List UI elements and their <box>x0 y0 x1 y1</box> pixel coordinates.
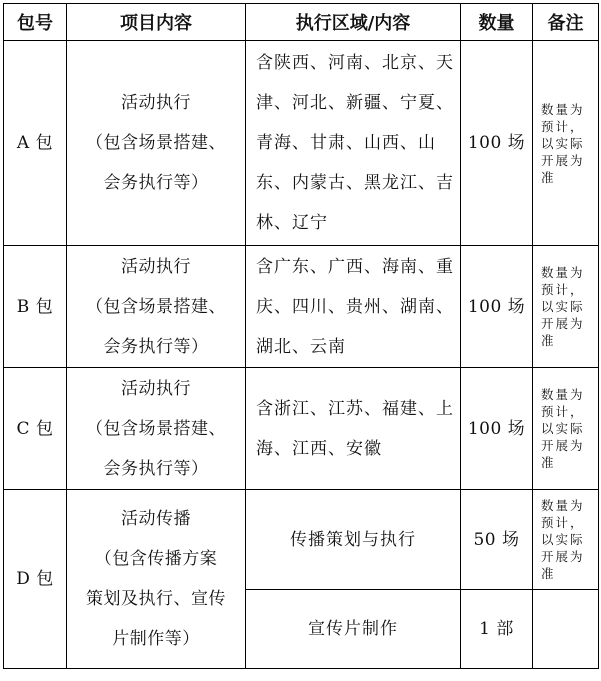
note-cell: 数量为预计，以实际开展为准 <box>533 490 599 590</box>
region-cell: 含广东、广西、海南、重庆、四川、贵州、湖南、湖北、云南 <box>246 246 461 368</box>
package-table <box>3 3 599 669</box>
header-region: 执行区域/内容 <box>246 4 461 41</box>
note-cell: 数量为预计，以实际开展为准 <box>533 246 599 368</box>
note-cell: 数量为预计，以实际开展为准 <box>533 368 599 490</box>
pkg-cell: C 包 <box>4 368 67 490</box>
pkg-cell: A 包 <box>4 41 67 246</box>
project-cell <box>67 41 246 246</box>
project-line: 片制作等） <box>112 629 200 649</box>
project-line: （包含传播方案 <box>94 549 218 569</box>
qty-cell: 100 场 <box>461 246 533 368</box>
pkg-cell: D 包 <box>4 490 67 669</box>
project-line: 策划及执行、宣传 <box>86 589 226 609</box>
project-line: 活动执行 <box>121 256 191 277</box>
project-cell <box>67 490 246 669</box>
qty-cell: 50 场 <box>461 490 533 590</box>
pkg-cell: B 包 <box>4 246 67 368</box>
project-line: （包含场景搭建、 <box>86 296 226 317</box>
project-cell <box>67 368 246 490</box>
qty-cell: 100 场 <box>461 368 533 490</box>
project-line: 会务执行等） <box>103 173 209 193</box>
note-cell: 数量为预计，以实际开展为准 <box>533 41 599 246</box>
table-row <box>4 41 599 246</box>
table-row <box>4 490 599 590</box>
project-cell <box>67 246 246 368</box>
project-line: 会务执行等） <box>103 458 209 479</box>
project-line: 活动执行 <box>121 93 191 113</box>
qty-cell: 100 场 <box>461 41 533 246</box>
header-note: 备注 <box>533 4 599 41</box>
project-line: 会务执行等） <box>103 336 209 357</box>
note-cell <box>533 590 599 669</box>
table-row <box>4 368 599 490</box>
header-pkg: 包号 <box>4 4 67 41</box>
table-row <box>4 246 599 368</box>
region-cell: 含浙江、江苏、福建、上海、江西、安徽 <box>246 368 461 490</box>
header-row <box>4 4 599 41</box>
project-line: （包含场景搭建、 <box>86 418 226 439</box>
region-cell: 含陕西、河南、北京、天津、河北、新疆、宁夏、青海、甘肃、山西、山东、内蒙古、黑龙江、吉林、辽宁 <box>246 41 461 246</box>
region-cell: 宣传片制作 <box>246 590 461 669</box>
project-line: 活动执行 <box>121 378 191 399</box>
project-line: （包含场景搭建、 <box>86 133 226 153</box>
qty-cell: 1 部 <box>461 590 533 669</box>
region-cell: 传播策划与执行 <box>246 490 461 590</box>
project-line: 活动传播 <box>121 509 191 529</box>
header-qty: 数量 <box>461 4 533 41</box>
header-project: 项目内容 <box>67 4 246 41</box>
